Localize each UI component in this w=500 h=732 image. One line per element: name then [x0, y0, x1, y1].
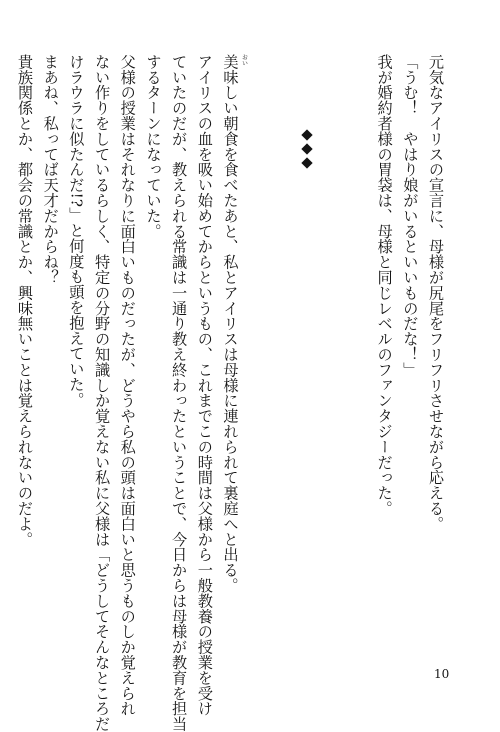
diamond-icon — [301, 157, 312, 168]
diamond-icon — [301, 129, 312, 140]
blank-line — [324, 54, 340, 614]
blank-line — [273, 54, 289, 614]
text-line — [221, 54, 248, 614]
ruby-annotation: おい — [240, 54, 248, 67]
blank-line — [247, 54, 263, 614]
text-line: するターンになっていた。 — [144, 54, 163, 239]
text-line: ない作りをしているらしく、特定の分野の知識しか覚えない私に父様は「どうしてそんなところだ — [93, 54, 112, 732]
text-line: 我が婚約者様の胃袋は、母様と同じレベルのファンタジーだった。 — [375, 54, 394, 516]
text-line: 「うむ！ やはり娘がいるといいものだな！」 — [401, 54, 420, 378]
text-line: 元気なアイリスの宣言に、母様が尻尾をフリフリさせながら応える。 — [427, 54, 445, 532]
text-line: ていたのだが、教えられる常識は一通り教え終わったということで、今日からは母様が教育を担当 — [170, 54, 189, 732]
text-line: けラウラに似たんだ!?」と何度も頭を抱えていた。 — [67, 54, 86, 408]
text-line: まあね、私ってば天才だからね？ — [41, 54, 60, 285]
blank-line — [350, 54, 366, 614]
text-line: アイリスの血を吸い始めてからというもの、これまでこの時間は父様から一般教養の授業を受け — [195, 54, 214, 717]
text-line: 貴族関係とか、都会の常識とか、興味無いことは覚えられないのだよ。 — [16, 54, 34, 547]
diamond-icon — [301, 143, 312, 154]
text-line-body: 美味しい朝食を食べたあと、私とアイリスは母様に連れられて裏庭へと出る。 — [221, 54, 240, 593]
text-line: 父様の授業はそれなりに面白いものだったが、どうやら私の頭は面白いと思うものしか覚えられ — [118, 54, 137, 717]
section-break-ornament — [299, 54, 315, 614]
page-number: 10 — [434, 667, 450, 681]
